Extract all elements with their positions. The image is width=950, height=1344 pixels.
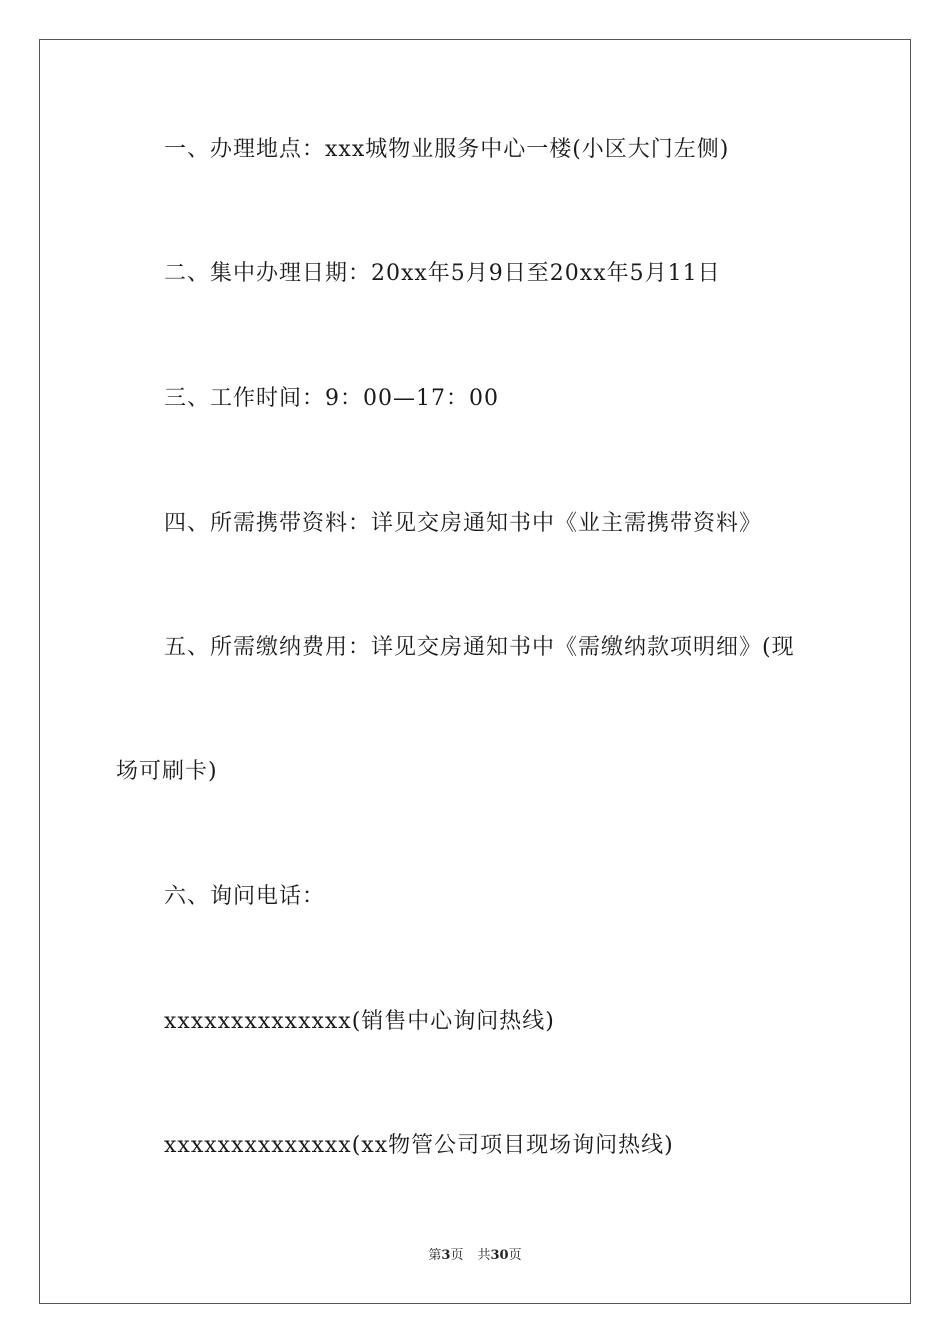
total-suffix: 页 <box>508 1248 522 1263</box>
phone-sales-center: xxxxxxxxxxxxxx(销售中心询问热线) <box>164 1009 555 1034</box>
item-materials: 四、所需携带资料：详见交房通知书中《业主需携带资料》 <box>164 511 763 536</box>
page-prefix: 第 <box>428 1248 442 1263</box>
phone-property-management: xxxxxxxxxxxxxx(xx物管公司项目现场询问热线) <box>164 1133 674 1158</box>
item-phone-heading: 六、询问电话： <box>164 884 326 909</box>
item-fees-continued: 场可刷卡) <box>116 759 218 784</box>
total-prefix: 共 <box>477 1248 491 1263</box>
total-pages: 30 <box>490 1248 509 1263</box>
page-footer <box>0 1247 950 1265</box>
page-border <box>39 39 911 1304</box>
item-location: 一、办理地点：xxx城物业服务中心一楼(小区大门左侧) <box>164 137 730 162</box>
item-fees: 五、所需缴纳费用：详见交房通知书中《需缴纳款项明细》(现 <box>164 635 795 660</box>
page-suffix: 页 <box>450 1248 464 1263</box>
item-dates: 二、集中办理日期：20xx年5月9日至20xx年5月11日 <box>164 261 721 286</box>
item-hours: 三、工作时间：9：00—17：00 <box>164 386 499 411</box>
page-number: 3 <box>441 1248 451 1263</box>
